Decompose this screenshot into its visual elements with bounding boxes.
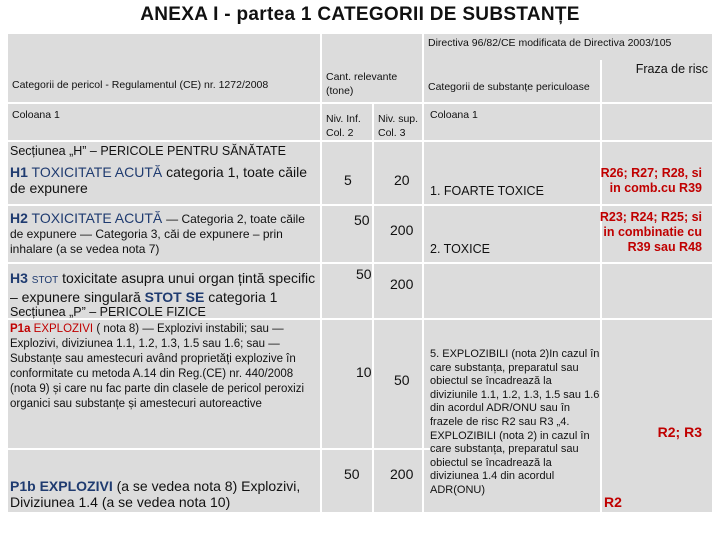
h2-lower-tier: 50 [354, 212, 370, 228]
p-category: 5. EXPLOZIBILI (nota 2)In cazul în care substanța, preparatul sau obiectul se încadrează la diviziunile 1.1, 1.2, 1.3, 1.5 sau 1.6 din acordul ADR/ONU sau în frazele de risc R2 sau R3 „4. EXPLOZIBILI (nota 2) in cazul în care substanța, preparatul sau obiectul se încadrează la diviziunea 1.4 din acordul ADR(ONU) [430, 348, 600, 496]
p1b-description [10, 478, 320, 510]
page-title: ANEXA I - partea 1 CATEGORII DE SUBSTANȚE [140, 4, 580, 25]
section-h-label: Secțiunea „H” – PERICOLE PENTRU SĂNĂTATE [10, 144, 287, 158]
p1b-lower-tier: 50 [344, 466, 360, 482]
h3-lower-tier: 50 [356, 266, 372, 282]
h1-risk-phrase: R26; R27; R28, si in comb.cu R39 [600, 166, 702, 195]
h1-lower-tier: 5 [344, 172, 352, 188]
h1-description [10, 164, 320, 196]
p1a-lower-tier: 10 [356, 364, 372, 380]
h1-category: 1. FOARTE TOXICE [430, 184, 544, 198]
h1-code: H1 [10, 164, 28, 180]
p1a-upper-tier: 50 [394, 372, 410, 388]
p-risk-phrase-2: R2 [604, 494, 622, 510]
col-divider [372, 104, 374, 512]
column-1-right-header: Coloana 1 [430, 109, 478, 121]
row-divider [8, 204, 712, 206]
h3-description [10, 270, 320, 305]
h2-upper-tier: 200 [390, 222, 414, 238]
h1-text: categoria 1, toate căile de expunere [10, 164, 307, 196]
p1a-title: EXPLOZIVI [33, 323, 94, 335]
col-divider [320, 34, 322, 512]
h1-title: TOXICITATE ACUTĂ [31, 164, 163, 180]
p1b-code: P1b [10, 478, 36, 494]
p1a-description [10, 322, 320, 412]
h3-code: H3 [10, 270, 28, 286]
h2-risk-phrase: R23; R24; R25; si in combinatie cu R39 sau R48 [599, 210, 702, 254]
section-p-label: Secțiunea „P” – PERICOLE FIZICE [10, 305, 206, 319]
risk-phrase-header: Fraza de risc [635, 62, 708, 76]
h3-text-1: toxicitate asupra unui organ țintă specific – expunere singulară [10, 270, 316, 305]
dangerous-substances-header: Categorii de substanțe periculoase [428, 81, 590, 93]
p1a-code: P1a [10, 323, 31, 335]
h2-title: TOXICITATE ACUTĂ [31, 210, 163, 226]
hazard-categories-header: Categorii de pericol - Regulamentul (CE) nr. 1272/2008 [12, 79, 269, 91]
p1b-title: EXPLOZIVI [39, 478, 113, 494]
p1a-text: ( nota 8) — Explozivi instabili; sau — Explozivi, diviziunea 1.1, 1.2, 1.3, 1.5 sau 1.6; sau — Substanțe sau amestecuri având proprietăți explozive în conformitate cu metoda A.14 din Reg.(CE) nr. 440/2008 (nota 9) și care nu fac parte din clasele de pericol peroxizi organici sau substanțe și amestecuri autoreactive [10, 323, 305, 410]
h1-upper-tier: 20 [394, 172, 410, 188]
p1b-upper-tier: 200 [390, 466, 414, 482]
h2-category: 2. TOXICE [430, 242, 490, 256]
lower-tier-header: Niv. Inf. Col. 2 [326, 113, 361, 139]
h2-description [10, 210, 322, 257]
directive-header: Directiva 96/82/CE modificata de Directiva 2003/105 [428, 37, 672, 49]
p-risk-phrase-1: R2; R3 [657, 424, 702, 440]
h2-text-2: de expunere — Categoria 3, căi de expunere – prin inhalare (a se vedea nota 7) [10, 227, 283, 256]
h3-stot-se: STOT SE [144, 289, 205, 305]
column-1-header: Coloana 1 [12, 109, 60, 121]
row-divider [8, 262, 712, 264]
row-divider [8, 102, 712, 104]
h2-text-1: — Categoria 2, toate căile [166, 212, 305, 226]
h3-stot: STOT [31, 275, 59, 286]
upper-tier-header: Niv. sup. Col. 3 [378, 113, 419, 139]
h2-code: H2 [10, 210, 28, 226]
h3-text-2: categoria 1 [208, 289, 278, 305]
row-divider [8, 140, 712, 142]
col-divider [422, 34, 424, 512]
row-divider [8, 448, 430, 450]
h3-upper-tier: 200 [390, 276, 414, 292]
relevant-quantities-header: Cant. relevante (tone) [326, 71, 398, 97]
p1b-text: (a se vedea nota 8) Explozivi, Diviziunea 1.4 (a se vedea nota 10) [10, 478, 301, 510]
